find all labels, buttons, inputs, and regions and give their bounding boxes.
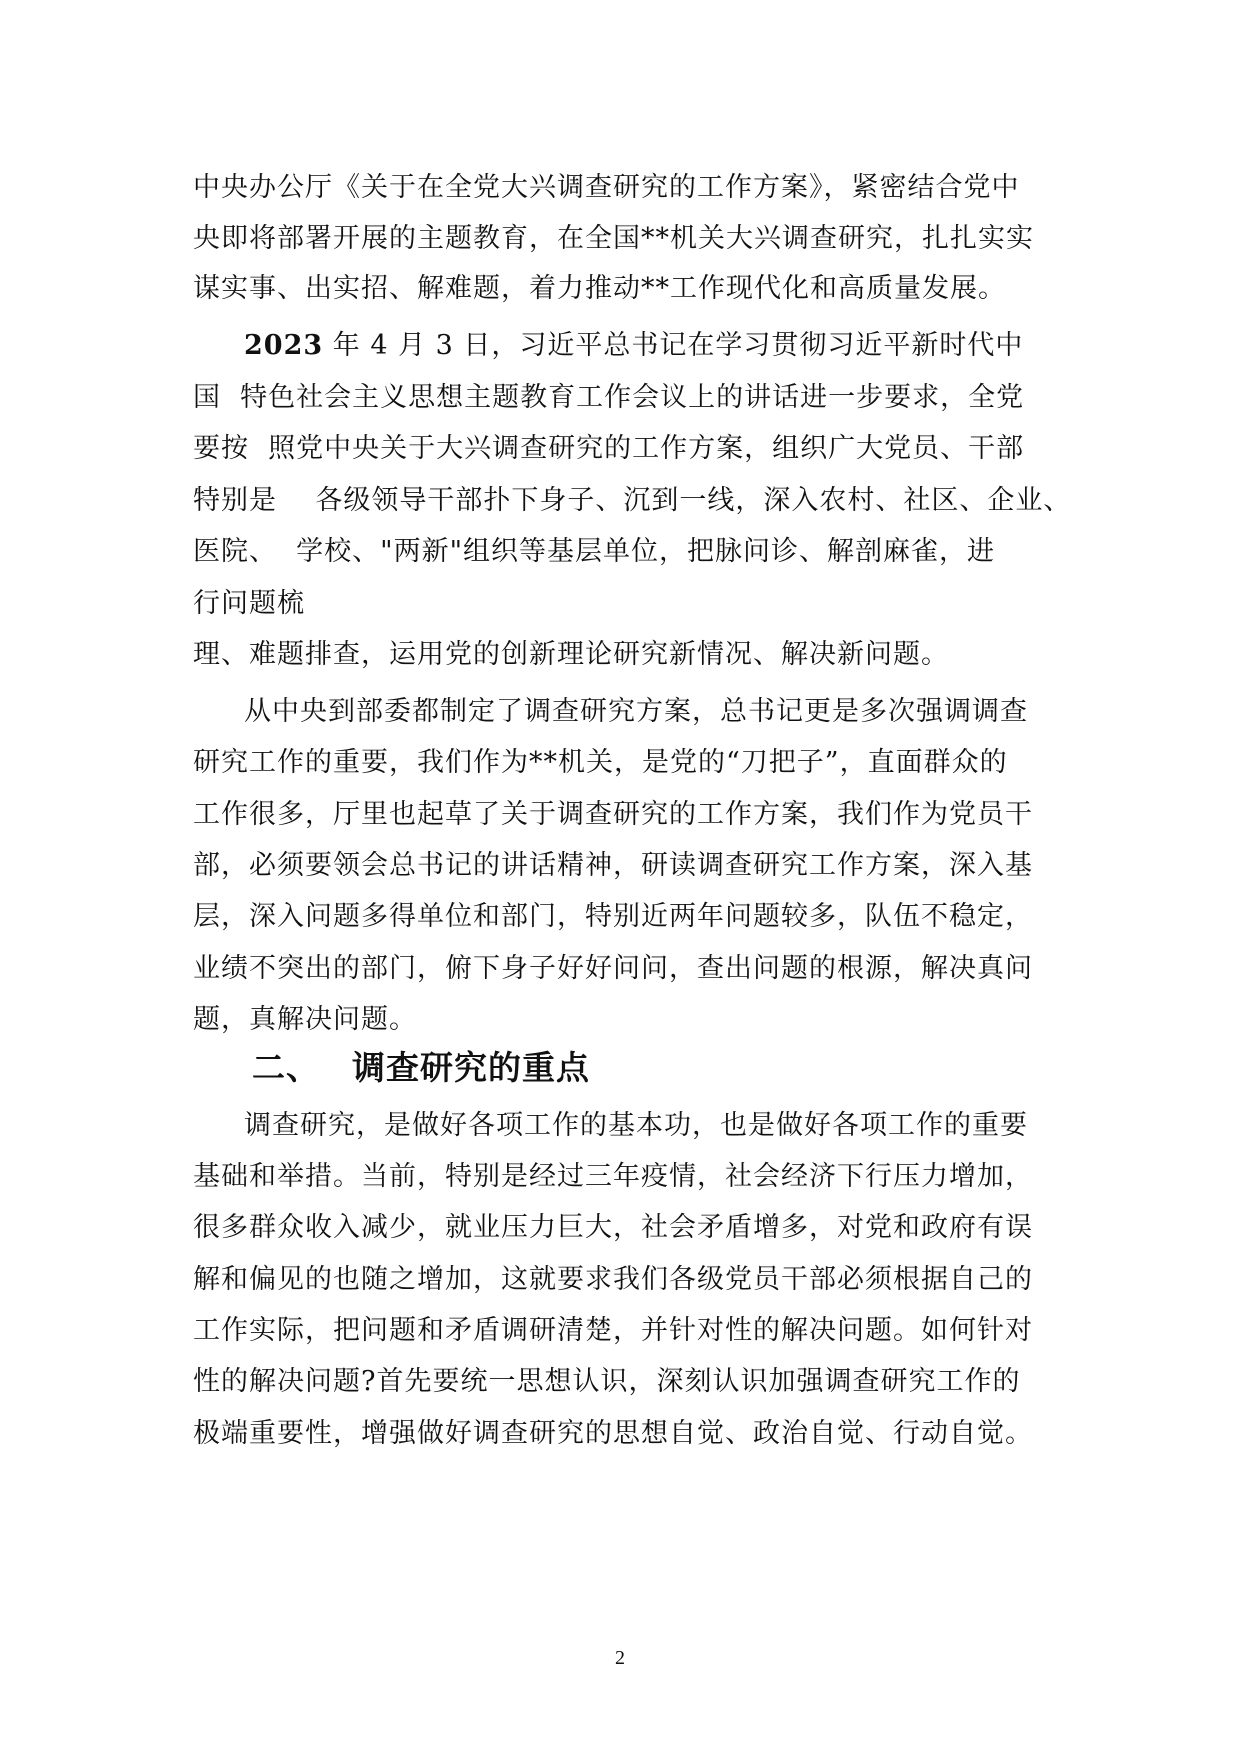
paragraph-4-line-2: 基础和举措。当前，特别是经过三年疫情，社会经济下行压力增加，	[193, 1161, 1033, 1192]
paragraph-4-line-4: 解和偏见的也随之增加，这就要求我们各级党员干部必须根据自己的	[193, 1264, 1033, 1295]
paragraph-4-line-5: 工作实际，把问题和矛盾调研清楚，并针对性的解决问题。如何针对	[193, 1315, 1033, 1346]
paragraph-4-line-7: 极端重要性，增强做好调查研究的思想自觉、政治自觉、行动自觉。	[193, 1418, 1033, 1449]
paragraph-2-line-3: 要按 照党中央关于大兴调查研究的工作方案，组织广大党员、干部	[193, 433, 1025, 464]
paragraph-3-line-1: 从中央到部委都制定了调查研究方案，总书记更是多次强调调查	[244, 696, 1028, 727]
paragraph-1-line-3: 谋实事、出实招、解难题，着力推动**工作现代化和高质量发展。	[193, 273, 1006, 304]
paragraph-4-line-6: 性的解决问题?首先要统一思想认识，深刻认识加强调查研究工作的	[193, 1366, 1021, 1397]
paragraph-2-line-2: 国 特色社会主义思想主题教育工作会议上的讲话进一步要求，全党	[193, 382, 1025, 413]
section-title: 调查研究的重点	[352, 1048, 590, 1087]
paragraph-1-line-2: 央即将部署开展的主题教育，在全国**机关大兴调查研究，扎扎实实	[193, 223, 1034, 254]
paragraph-4-line-1: 调查研究，是做好各项工作的基本功，也是做好各项工作的重要	[244, 1110, 1028, 1141]
paragraph-1-line-1: 中央办公厅《关于在全党大兴调查研究的工作方案》，紧密结合党中	[193, 172, 1020, 203]
paragraph-3-line-5: 层，深入问题多得单位和部门，特别近两年问题较多，队伍不稳定，	[193, 901, 1033, 932]
section-number: 二、	[252, 1048, 320, 1087]
paragraph-2-line-5: 医院、 学校、"两新"组织等基层单位，把脉问诊、解剖麻雀，进	[193, 536, 996, 567]
section-heading	[252, 1046, 590, 1090]
paragraph-3-line-3: 工作很多，厅里也起草了关于调查研究的工作方案，我们作为党员干	[193, 799, 1033, 830]
paragraph-3-line-6: 业绩不突出的部门，俯下身子好好问问，查出问题的根源，解决真问	[193, 953, 1033, 984]
paragraph-2-line-7: 理、难题排查，运用党的创新理论研究新情况、解决新问题。	[193, 639, 949, 670]
paragraph-4-line-3: 很多群众收入减少，就业压力巨大，社会矛盾增多，对党和政府有误	[193, 1212, 1033, 1243]
page-number: 2	[615, 1647, 625, 1669]
paragraph-3-line-2: 研究工作的重要，我们作为**机关，是党的“刀把子”，直面群众的	[193, 747, 1008, 778]
paragraph-2-line-1-rest: 年 4 月 3 日，习近平总书记在学习贯彻习近平新时代中	[323, 330, 1024, 361]
paragraph-2-line-6: 行问题梳	[193, 588, 305, 619]
year-text: 2023	[244, 330, 324, 361]
paragraph-2-line-4: 特别是 各级领导干部扑下身子、沉到一线，深入农村、社区、企业、	[193, 485, 1072, 516]
paragraph-2-line-1	[244, 326, 1023, 366]
paragraph-3-line-4: 部，必须要领会总书记的讲话精神，研读调查研究工作方案，深入基	[193, 850, 1033, 881]
paragraph-3-line-7: 题，真解决问题。	[193, 1004, 417, 1035]
